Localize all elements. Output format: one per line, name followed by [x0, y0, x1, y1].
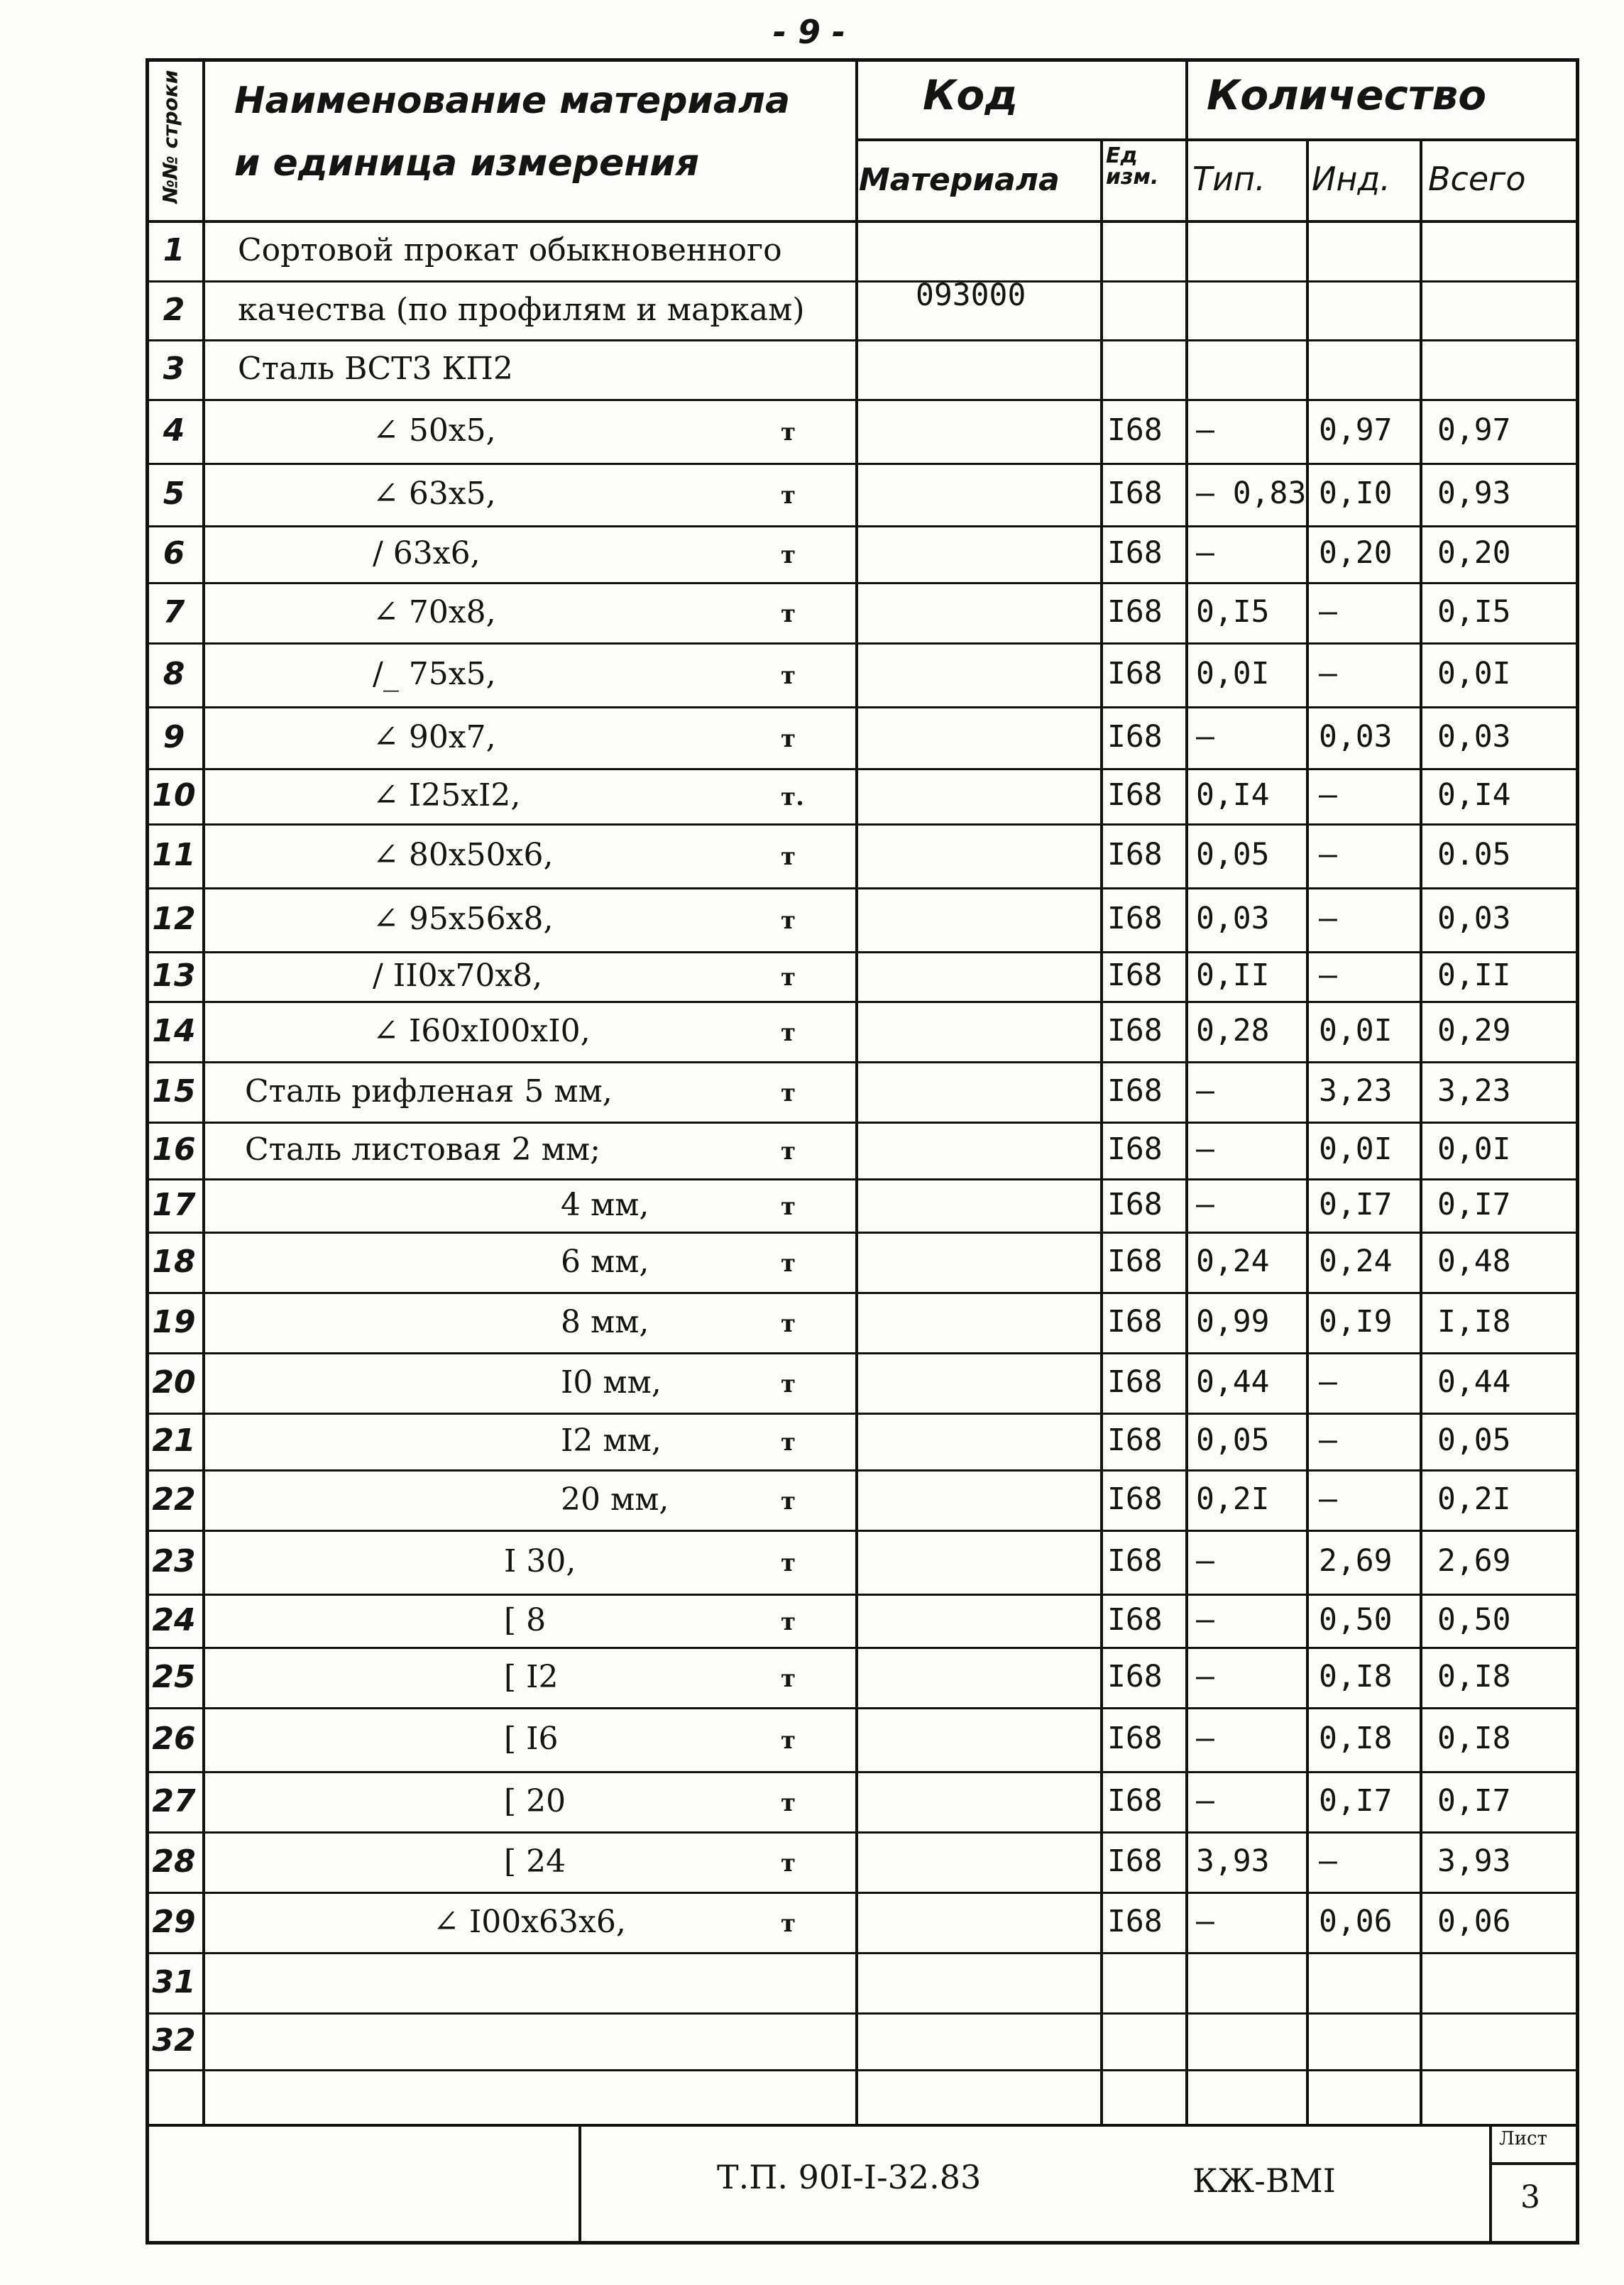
unit-code: I68	[1107, 1602, 1163, 1638]
row-divider	[146, 525, 1579, 527]
qty-individual: 0,I7	[1319, 1783, 1393, 1819]
unit-of-measure: т	[781, 906, 796, 935]
unit-code: I68	[1107, 535, 1163, 571]
qty-individual: –	[1319, 958, 1337, 993]
col-divider	[1306, 138, 1309, 2124]
col-divider	[1185, 58, 1188, 2124]
footer-sheet-line	[1489, 2162, 1579, 2165]
qty-typical: 0,05	[1196, 1423, 1270, 1458]
unit-of-measure: т	[781, 1487, 796, 1516]
qty-typical: –	[1196, 412, 1214, 448]
unit-of-measure: т	[781, 1726, 796, 1755]
row-number: 12	[152, 901, 196, 937]
row-divider	[146, 280, 1579, 283]
row-divider	[146, 1413, 1579, 1415]
qty-total: 0,I5	[1437, 594, 1511, 630]
qty-total: 0,48	[1437, 1244, 1511, 1279]
drawing-mark: КЖ-ВМI	[1192, 2161, 1336, 2200]
qty-individual: –	[1319, 901, 1337, 936]
unit-code: I68	[1107, 476, 1163, 511]
row-divider	[146, 1771, 1579, 1773]
unit-code: I68	[1107, 1843, 1163, 1879]
unit-code: I68	[1107, 1364, 1163, 1400]
material-name: Сталь листовая 2 мм;	[245, 1131, 600, 1168]
row-divider	[146, 1469, 1579, 1472]
material-name: ∠ 95x56x8,	[373, 901, 554, 937]
qty-total: 0,44	[1437, 1364, 1511, 1400]
row-number: 29	[152, 1904, 196, 1940]
material-name: ∠ I60xI00xI0,	[373, 1013, 591, 1049]
qty-total: 0,I4	[1437, 777, 1511, 813]
row-number: 11	[152, 837, 196, 873]
material-name: ∠ 50x5,	[373, 412, 496, 449]
qty-typical: –	[1196, 1187, 1214, 1222]
unit-code: I68	[1107, 1244, 1163, 1279]
unit-code: I68	[1107, 1073, 1163, 1109]
qty-total: 0,0I	[1437, 656, 1511, 691]
row-divider	[146, 1892, 1579, 1894]
unit-of-measure: т	[781, 1428, 796, 1457]
row-number: 32	[152, 2022, 196, 2059]
unit-code: I68	[1107, 656, 1163, 691]
material-name: ∠ I00x63x6,	[433, 1904, 626, 1940]
qty-typical: –	[1196, 1904, 1214, 1939]
row-number: 15	[152, 1073, 196, 1109]
qty-individual: 0,0I	[1319, 1131, 1393, 1167]
row-divider	[146, 1122, 1579, 1124]
row-number: 10	[152, 777, 196, 813]
row-divider	[146, 1707, 1579, 1709]
unit-code: I68	[1107, 777, 1163, 813]
qty-individual: 0,50	[1319, 1602, 1393, 1638]
row-divider	[146, 1647, 1579, 1649]
header-code-material: Материала	[859, 162, 1060, 198]
material-name: / 63x6,	[373, 535, 481, 571]
qty-typical: –	[1196, 1659, 1214, 1694]
material-name: [ 8	[504, 1602, 547, 1638]
row-divider	[146, 2069, 1579, 2071]
qty-individual: 0,I8	[1319, 1721, 1393, 1756]
row-divider	[146, 1952, 1579, 1954]
row-divider	[146, 642, 1579, 645]
header-divider	[855, 138, 1579, 141]
qty-typical: –	[1196, 1721, 1214, 1756]
footer-top-line	[146, 2124, 1579, 2127]
qty-total: 2,69	[1437, 1543, 1511, 1579]
row-number: 8	[163, 656, 185, 692]
qty-typical: – 0,83	[1196, 476, 1307, 511]
unit-code: I68	[1107, 837, 1163, 872]
unit-of-measure: т	[781, 1665, 796, 1693]
material-name: ∠ 90x7,	[373, 719, 496, 755]
row-number: 9	[163, 719, 185, 755]
qty-total: 0,93	[1437, 476, 1511, 511]
qty-individual: –	[1319, 594, 1337, 630]
qty-typical: –	[1196, 1783, 1214, 1819]
qty-typical: –	[1196, 1543, 1214, 1579]
header-name-line1: Наименование материала	[234, 80, 791, 122]
qty-total: 0,I7	[1437, 1783, 1511, 1819]
qty-individual: 2,69	[1319, 1543, 1393, 1579]
unit-of-measure: т	[781, 662, 796, 690]
row-number: 28	[152, 1843, 196, 1880]
qty-typical: 3,93	[1196, 1843, 1270, 1879]
qty-typical: –	[1196, 1602, 1214, 1638]
qty-typical: –	[1196, 1073, 1214, 1109]
qty-individual: –	[1319, 656, 1337, 691]
qty-individual: 0,24	[1319, 1244, 1393, 1279]
header-quantity: Количество	[1207, 71, 1487, 119]
material-name: ∠ I25xI2,	[373, 777, 521, 813]
unit-of-measure: т	[781, 1608, 796, 1636]
row-number: 16	[152, 1131, 196, 1168]
unit-of-measure: т	[781, 1909, 796, 1938]
unit-of-measure: т	[781, 1849, 796, 1878]
qty-individual: 0,03	[1319, 719, 1393, 755]
row-divider	[146, 582, 1579, 584]
qty-individual: 0,20	[1319, 535, 1393, 571]
header-name-line2: и единица измерения	[234, 142, 700, 185]
qty-total: 0,I8	[1437, 1659, 1511, 1694]
qty-total: 3,23	[1437, 1073, 1511, 1109]
unit-of-measure: т	[781, 1193, 796, 1221]
row-number: 27	[152, 1783, 196, 1819]
row-divider	[146, 1831, 1579, 1834]
row-number: 6	[163, 535, 185, 571]
row-divider	[146, 951, 1579, 953]
row-number: 24	[152, 1602, 196, 1638]
unit-code: I68	[1107, 412, 1163, 448]
row-number: 4	[163, 412, 185, 449]
sheet-number: 3	[1520, 2179, 1540, 2215]
row-number: 20	[152, 1364, 196, 1401]
col-divider	[202, 58, 205, 2124]
row-number: 1	[163, 232, 185, 268]
footer-divider	[578, 2124, 581, 2245]
unit-of-measure: т	[781, 963, 796, 992]
row-number: 13	[152, 958, 196, 994]
row-divider	[146, 339, 1579, 341]
unit-of-measure: т	[781, 725, 796, 753]
col-divider	[855, 58, 858, 2124]
footer-sheet-divider	[1489, 2124, 1492, 2245]
qty-total: 0,97	[1437, 412, 1511, 448]
material-code: 093000	[916, 278, 1026, 313]
header-code: Код	[923, 71, 1019, 119]
qty-individual: 0,I8	[1319, 1659, 1393, 1694]
qty-individual: –	[1319, 777, 1337, 813]
material-name: [ I6	[504, 1721, 559, 1757]
unit-code: I68	[1107, 1721, 1163, 1756]
unit-code: I68	[1107, 719, 1163, 755]
row-divider	[146, 1530, 1579, 1532]
unit-of-measure: т	[781, 481, 796, 510]
qty-typical: 0,44	[1196, 1364, 1270, 1400]
qty-typical: 0,II	[1196, 958, 1270, 993]
qty-typical: –	[1196, 719, 1214, 755]
row-number: 14	[152, 1013, 196, 1049]
unit-of-measure: т	[781, 1310, 796, 1338]
row-number: 3	[163, 351, 185, 387]
unit-of-measure: т	[781, 1079, 796, 1107]
qty-total: 0,2I	[1437, 1481, 1511, 1517]
unit-of-measure: т	[781, 600, 796, 628]
row-divider	[146, 2012, 1579, 2015]
unit-code: I68	[1107, 1013, 1163, 1048]
unit-code: I68	[1107, 1783, 1163, 1819]
header-q-ind: Инд.	[1312, 160, 1390, 198]
unit-of-measure: т	[781, 843, 796, 871]
header-q-total: Всего	[1428, 160, 1526, 198]
qty-typical: 0,I4	[1196, 777, 1270, 813]
row-number: 23	[152, 1543, 196, 1579]
qty-total: 0,II	[1437, 958, 1511, 993]
unit-of-measure: т	[781, 1249, 796, 1278]
row-number: 31	[152, 1964, 196, 2000]
unit-code: I68	[1107, 1187, 1163, 1222]
col-divider	[1420, 138, 1422, 2124]
row-number: 7	[163, 594, 185, 630]
row-number: 2	[163, 292, 185, 328]
unit-code: I68	[1107, 1131, 1163, 1167]
qty-total: 0,I8	[1437, 1721, 1511, 1756]
row-divider	[146, 1232, 1579, 1234]
header-code-unit: Ед изм.	[1106, 143, 1159, 190]
row-divider	[146, 887, 1579, 889]
qty-total: 3,93	[1437, 1843, 1511, 1879]
row-divider	[146, 823, 1579, 826]
row-divider	[146, 1594, 1579, 1596]
unit-of-measure: т	[781, 418, 796, 446]
row-divider	[146, 768, 1579, 770]
page-number: - 9 -	[772, 13, 846, 51]
qty-individual: 0,97	[1319, 412, 1393, 448]
row-number: 21	[152, 1423, 196, 1459]
qty-typical: 0,2I	[1196, 1481, 1270, 1517]
material-name: [ 24	[504, 1843, 566, 1880]
qty-total: 0,05	[1437, 1423, 1511, 1458]
material-name: /_ 75x5,	[373, 656, 496, 692]
unit-code: I68	[1107, 901, 1163, 936]
header-bottom	[146, 220, 1579, 223]
qty-individual: 0,I9	[1319, 1304, 1393, 1339]
qty-total: I,I8	[1437, 1304, 1511, 1339]
qty-total: 0,03	[1437, 719, 1511, 755]
unit-code: I68	[1107, 1423, 1163, 1458]
unit-of-measure: т	[781, 541, 796, 569]
material-name: Сталь рифленая 5 мм,	[245, 1073, 613, 1109]
qty-typical: 0,28	[1196, 1013, 1270, 1048]
row-number: 25	[152, 1659, 196, 1695]
material-name: Сталь ВСТ3 КП2	[238, 351, 513, 387]
header-q-typ: Тип.	[1192, 160, 1266, 198]
qty-individual: –	[1319, 1843, 1337, 1879]
qty-total: 0.05	[1437, 837, 1511, 872]
row-divider	[146, 1352, 1579, 1354]
unit-code: I68	[1107, 1904, 1163, 1939]
qty-typical: 0,24	[1196, 1244, 1270, 1279]
qty-individual: 0,I0	[1319, 476, 1393, 511]
row-divider	[146, 1178, 1579, 1180]
material-name: [ I2	[504, 1659, 559, 1695]
row-number: 5	[163, 476, 185, 512]
qty-total: 0,20	[1437, 535, 1511, 571]
col-divider	[1100, 138, 1103, 2124]
row-divider	[146, 706, 1579, 708]
row-divider	[146, 463, 1579, 465]
row-number: 26	[152, 1721, 196, 1757]
material-name: I2 мм,	[561, 1423, 662, 1459]
qty-total: 0,50	[1437, 1602, 1511, 1638]
material-name: 4 мм,	[561, 1187, 649, 1223]
unit-code: I68	[1107, 1304, 1163, 1339]
qty-typical: 0,0I	[1196, 656, 1270, 691]
qty-typical: 0,I5	[1196, 594, 1270, 630]
material-name: Сортовой прокат обыкновенного	[238, 232, 782, 268]
qty-individual: 0,0I	[1319, 1013, 1393, 1048]
row-divider	[146, 1001, 1579, 1003]
sheet-label: Лист	[1499, 2128, 1547, 2149]
qty-individual: –	[1319, 1481, 1337, 1517]
qty-total: 0,0I	[1437, 1131, 1511, 1167]
qty-individual: 0,06	[1319, 1904, 1393, 1939]
row-divider	[146, 1292, 1579, 1294]
unit-code: I68	[1107, 594, 1163, 630]
qty-typical: –	[1196, 1131, 1214, 1167]
material-name: ∠ 70x8,	[373, 594, 496, 630]
unit-of-measure: т.	[781, 783, 804, 811]
material-name: качества (по профилям и маркам)	[238, 292, 805, 328]
qty-individual: –	[1319, 837, 1337, 872]
qty-total: 0,29	[1437, 1013, 1511, 1048]
qty-individual: –	[1319, 1364, 1337, 1400]
qty-typical: 0,99	[1196, 1304, 1270, 1339]
qty-total: 0,06	[1437, 1904, 1511, 1939]
qty-total: 0,I7	[1437, 1187, 1511, 1222]
qty-typical: 0,03	[1196, 901, 1270, 936]
material-name: ∠ 80x50x6,	[373, 837, 554, 873]
unit-code: I68	[1107, 958, 1163, 993]
unit-of-measure: т	[781, 1789, 796, 1817]
material-name: / II0x70x8,	[373, 958, 543, 994]
unit-code: I68	[1107, 1659, 1163, 1694]
qty-individual: –	[1319, 1423, 1337, 1458]
material-name: ∠ 63x5,	[373, 476, 496, 512]
unit-of-measure: т	[781, 1137, 796, 1166]
qty-individual: 3,23	[1319, 1073, 1393, 1109]
qty-total: 0,03	[1437, 901, 1511, 936]
qty-typical: –	[1196, 535, 1214, 571]
unit-of-measure: т	[781, 1370, 796, 1398]
row-number: 19	[152, 1304, 196, 1340]
row-number: 22	[152, 1481, 196, 1518]
qty-typical: 0,05	[1196, 837, 1270, 872]
material-name: 8 мм,	[561, 1304, 649, 1340]
material-name: 20 мм,	[561, 1481, 669, 1518]
material-name: [ 20	[504, 1783, 566, 1819]
document-code: Т.П. 90I-I-32.83	[717, 2158, 982, 2196]
qty-individual: 0,I7	[1319, 1187, 1393, 1222]
unit-of-measure: т	[781, 1549, 796, 1577]
material-name: I0 мм,	[561, 1364, 662, 1401]
unit-of-measure: т	[781, 1019, 796, 1047]
material-name: I 30,	[504, 1543, 576, 1579]
row-number: 18	[152, 1244, 196, 1280]
material-name: 6 мм,	[561, 1244, 649, 1280]
unit-code: I68	[1107, 1481, 1163, 1517]
row-divider	[146, 1061, 1579, 1063]
row-number: 17	[152, 1187, 196, 1223]
unit-code: I68	[1107, 1543, 1163, 1579]
header-row-no: №№ строки	[158, 70, 182, 204]
row-divider	[146, 399, 1579, 401]
